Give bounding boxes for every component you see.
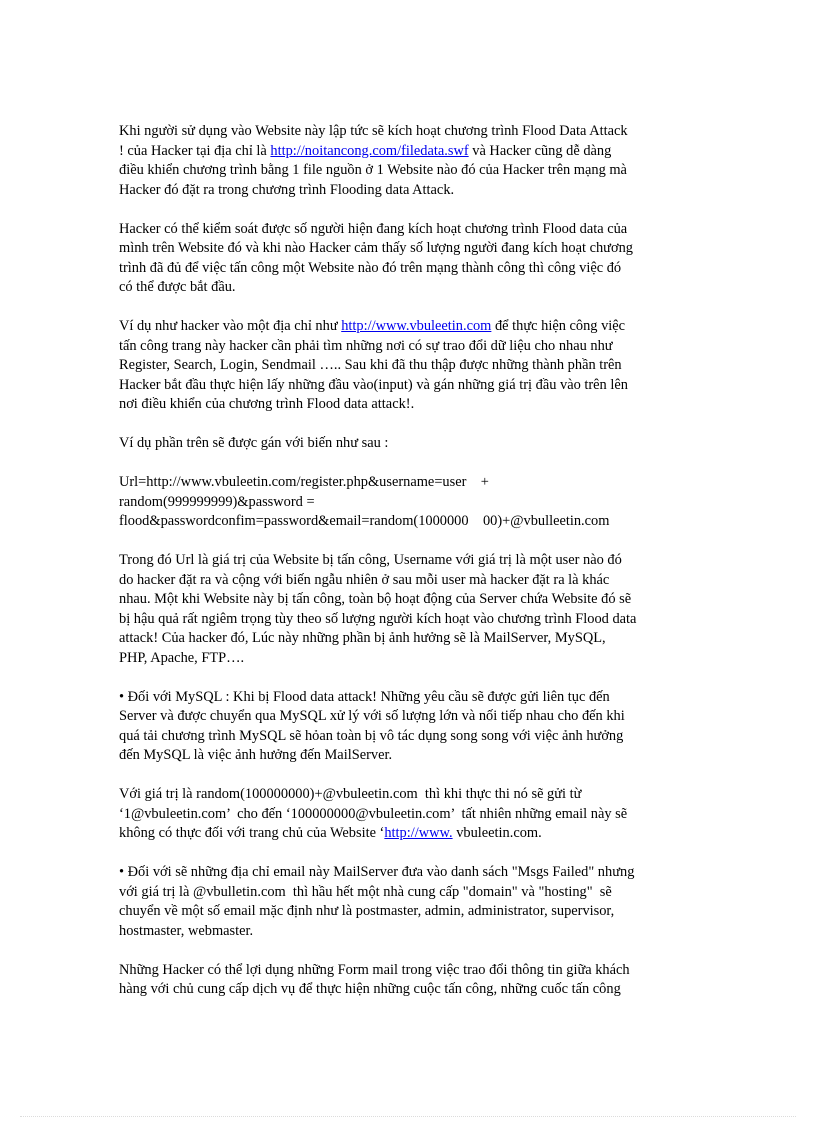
text-span: Ví dụ như hacker vào một địa chỉ như [119, 318, 342, 334]
text-line: với giá trị là @vbulletin.com thì hầu hết một nhà cung cấp "domain" và "hosting" sẽ [119, 883, 612, 900]
paragraph-assignment-intro [119, 434, 709, 454]
text-line: Trong đó Url là giá trị của Website bị tấn công, Username với giá trị là một user nào đó [119, 552, 622, 568]
text-span: và Hacker cũng dễ dàng [468, 142, 612, 159]
text-line: mình trên Website đó và khi nào Hacker cảm thấy số lượng người đang kích hoạt chương [119, 240, 633, 256]
paragraph-hacker-control [119, 220, 709, 298]
text-line: có thể được bắt đầu. [119, 279, 236, 295]
text-span: để thực hiện công việc [491, 318, 626, 334]
text-line: quá tải chương trình MySQL sẽ hỏan toàn bị vô tác dụng song song với việc ảnh hưởng [119, 727, 624, 744]
text-line: random(999999999)&password = [119, 493, 315, 510]
page-bottom-divider [20, 1116, 796, 1117]
text-line [119, 317, 709, 337]
text-line: hostmaster, webmaster. [119, 922, 254, 939]
text-line: nhau. Một khi Website này bị tấn công, toàn bộ hoạt động của Server chứa Website đó sẽ [119, 591, 632, 607]
paragraph-random-email [119, 785, 709, 844]
text-line: PHP, Apache, FTP…. [119, 649, 245, 666]
text-line: do hacker đặt ra và cộng với biến ngẫu nhiên ở sau mỗi user mà hacker đặt ra là khác [119, 571, 610, 588]
text-line: Khi người sử dụng vào Website này lập tức sẽ kích hoạt chương trình Flood Data Attack [119, 123, 628, 139]
paragraph-mailserver-bullet [119, 863, 709, 941]
text-line: Hacker bắt đầu thực hiện lấy những đầu vào(input) và gán những giá trị đầu vào trên lên [119, 376, 628, 393]
paragraph-form-mail [119, 961, 709, 1000]
text-line: bị hậu quả rất ngiêm trọng tùy theo số lượng người kích hoạt vào chương trình Flood data [119, 610, 637, 627]
vbuleetin-link[interactable]: http://www.vbuleetin.com [341, 318, 492, 334]
www-link[interactable]: http://www. [384, 825, 453, 841]
paragraph-example [119, 317, 709, 415]
text-line: trình đã đủ để việc tấn công một Website nào đó trên mạng thành công thì công việc đó [119, 259, 622, 276]
text-line: điều khiển chương trình bằng 1 file nguồn ở 1 Website nào đó của Hacker trên mạng mà [119, 162, 627, 178]
text-line: tấn công trang này hacker cần phải tìm những nơi có sự trao đổi dữ liệu cho nhau như [119, 337, 613, 354]
text-line: Ví dụ phần trên sẽ được gán với biến như sau : [119, 435, 389, 451]
paragraph-url-example [119, 473, 709, 532]
text-line: Hacker có thể kiểm soát được số người hiện đang kích hoạt chương trình Flood data của [119, 220, 628, 237]
text-line [119, 824, 709, 844]
text-line [119, 142, 709, 162]
text-span: không có thực đối với trang chủ của Website ‘ [119, 825, 385, 841]
text-line: • Đối với sẽ những địa chỉ email này MailServer đưa vào danh sách "Msgs Failed" nhưng [119, 864, 635, 880]
text-line: Register, Search, Login, Sendmail ….. Sau khi đã thu thập được những thành phần trên [119, 357, 622, 373]
paragraph-flood-attack-intro [119, 122, 709, 200]
text-span: vbuleetin.com. [452, 825, 542, 841]
document-body [119, 122, 709, 1019]
filedata-link[interactable]: http://noitancong.com/filedata.swf [270, 142, 469, 159]
text-line: attack! Của hacker đó, Lúc này những phần bị ảnh hưởng sẽ là MailServer, MySQL, [119, 630, 606, 646]
text-line: chuyển về một số email mặc định như là postmaster, admin, administrator, supervisor, [119, 903, 615, 919]
text-line: flood&passwordconfim=password&email=random(1000000 00)+@vbulleetin.com [119, 513, 610, 529]
text-line: ‘1@vbuleetin.com’ cho đến ‘100000000@vbuleetin.com’ tất nhiên những email này sẽ [119, 805, 628, 822]
text-line: Server và được chuyển qua MySQL xử lý với số lượng lớn và nối tiếp nhau cho đến khi [119, 708, 625, 724]
text-line: Những Hacker có thể lợi dụng những Form mail trong việc trao đổi thông tin giữa khách [119, 961, 630, 978]
text-line: • Đối với MySQL : Khi bị Flood data attack! Những yêu cầu sẽ được gửi liên tục đến [119, 688, 610, 705]
text-line: Với giá trị là random(100000000)+@vbuleetin.com thì khi thực thi nó sẽ gửi từ [119, 786, 582, 802]
text-line: hàng với chủ cung cấp dịch vụ để thực hiện những cuộc tấn công, những cuốc tấn công [119, 981, 621, 997]
text-line: Url=http://www.vbuleetin.com/register.php&username=user + [119, 474, 489, 490]
text-span: ! của Hacker tại địa chỉ là [119, 142, 271, 159]
paragraph-url-explanation [119, 551, 709, 668]
text-line: nơi điều khiển của chương trình Flood data attack!. [119, 396, 415, 412]
text-line: đến MySQL là việc ảnh hưởng đến MailServer. [119, 747, 393, 763]
paragraph-mysql-bullet [119, 688, 709, 766]
text-line: Hacker đó đặt ra trong chương trình Flooding data Attack. [119, 181, 455, 198]
